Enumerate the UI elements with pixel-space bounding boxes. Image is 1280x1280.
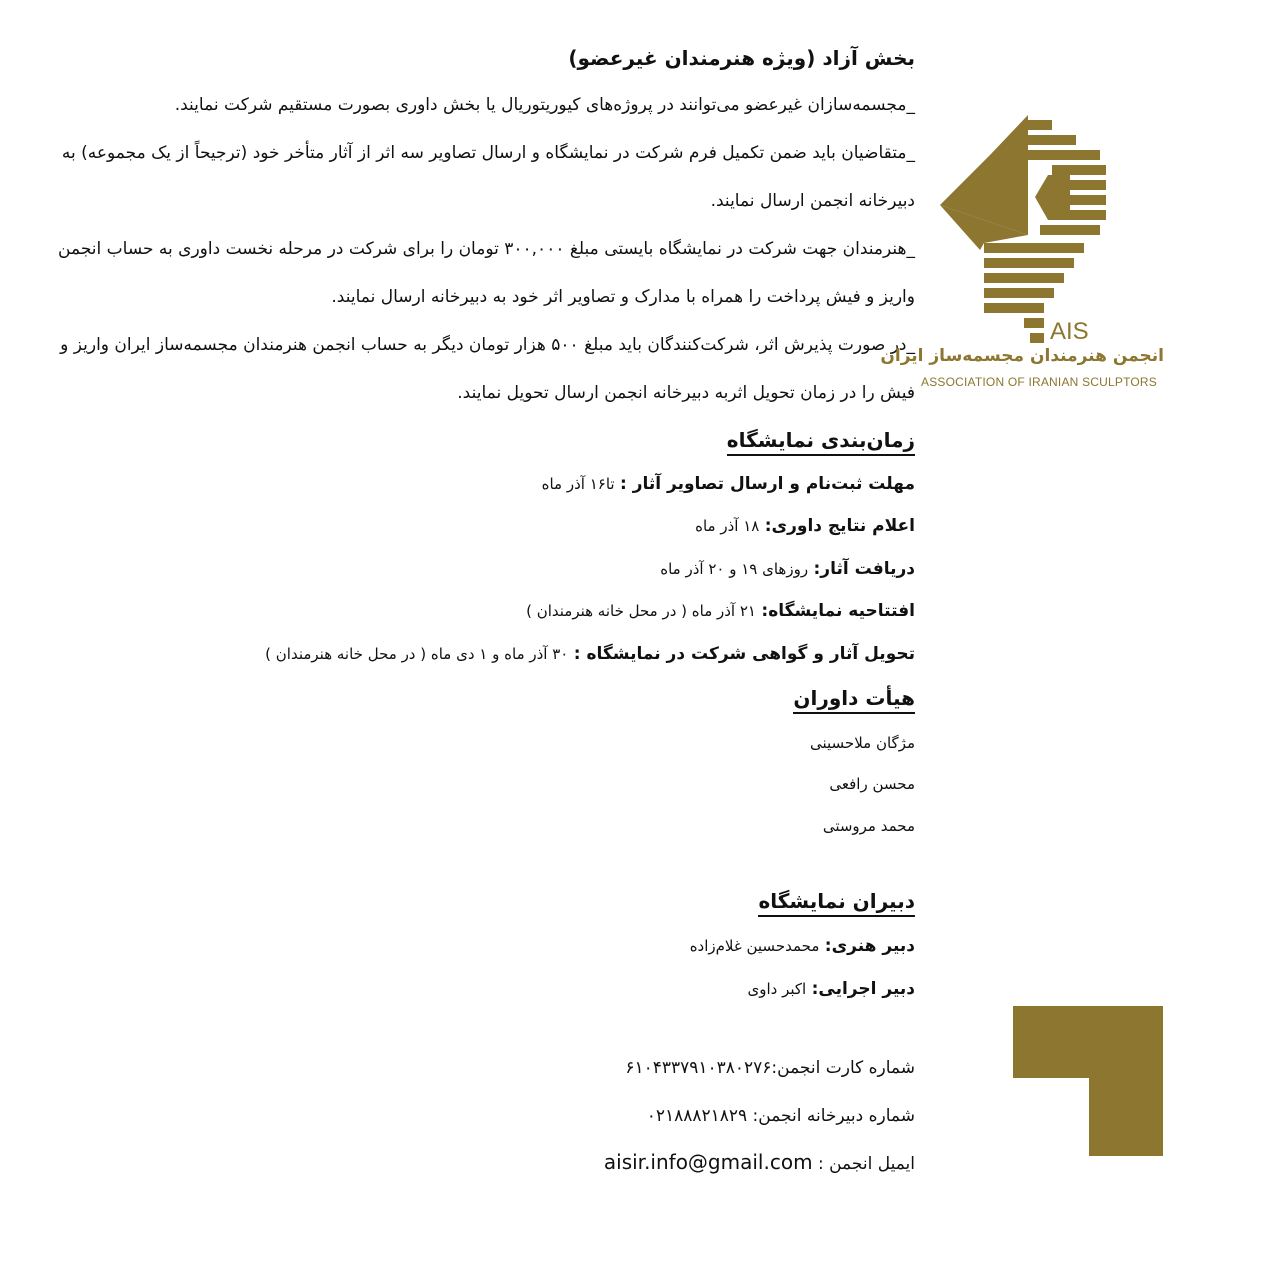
schedule-heading: زمان‌بندی نمایشگاه [727, 428, 915, 456]
card-number-row [625, 1056, 915, 1080]
schedule-item-value: روزهای ۱۹ و ۲۰ آذر ماه [660, 560, 809, 578]
contact-section [10, 0, 915, 1190]
schedule-item-label: اعلام نتایج داوری: [764, 516, 915, 536]
schedule-item-label: مهلت ثبت‌نام و ارسال تصاویر آثار : [620, 474, 915, 494]
secretary-value: اکبر داوی [747, 980, 807, 998]
jury-member: مژگان ملاحسینی [810, 734, 915, 752]
free-section-line: دبیرخانه انجمن ارسال نمایند. [710, 191, 915, 211]
card-number-label: شماره کارت انجمن: [771, 1058, 915, 1078]
schedule-item-label: افتتاحیه نمایشگاه: [761, 601, 915, 621]
phone-row [647, 1104, 915, 1128]
secretaries-heading: دبیران نمایشگاه [758, 889, 915, 917]
schedule-item-value: ۳۰ آذر ماه و ۱ دی ماه ( در محل خانه هنرمندان ) [265, 645, 569, 663]
email-link[interactable]: aisir.info@gmail.com [603, 1150, 813, 1174]
jury-member: محسن رافعی [829, 775, 915, 793]
free-section-line: واریز و فیش پرداخت را همراه با مدارک و تصاویر اثر خود به دبیرخانه ارسال نمایند. [331, 287, 915, 307]
logo-name-en: ASSOCIATION OF IRANIAN SCULPTORS [921, 375, 1157, 389]
schedule-item-label: تحویل آثار و گواهی شرکت در نمایشگاه : [573, 644, 915, 664]
phone-number[interactable]: ۰۲۱۸۸۸۲۱۸۲۹ [646, 1106, 748, 1126]
schedule-item-label: دریافت آثار: [813, 559, 915, 579]
free-section-line: فیش را در زمان تحویل اثربه دبیرخانه انجمن ارسال تحویل نمایند. [457, 383, 915, 403]
free-section-line: _در صورت پذیرش اثر، شرکت‌کنندگان باید مبلغ ۵۰۰ هزار تومان دیگر به حساب انجمن هنرمندان مجسمه‌ساز ایران واریز و [60, 335, 915, 355]
free-section-line: _مجسمه‌سازان غیرعضو می‌توانند در پروژه‌های کیوریتوریال یا بخش داوری بصورت مستقیم شرکت نمایند. [174, 95, 915, 115]
logo-name-fa: انجمن هنرمندان مجسمه‌ساز ایران [880, 346, 1164, 366]
schedule-item-value: ۱۸ آذر ماه [695, 517, 760, 535]
phone-label: شماره دبیرخانه انجمن: [752, 1106, 915, 1126]
card-number[interactable]: ۶۱۰۴۳۳۷۹۱۰۳۸۰۲۷۶ [625, 1058, 772, 1078]
free-section-heading: بخش آزاد (ویژه هنرمندان غیرعضو) [568, 46, 915, 70]
secretary-value: محمدحسین غلام‌زاده [689, 937, 820, 955]
schedule-item-value: ۲۱ آذر ماه ( در محل خانه هنرمندان ) [526, 602, 756, 620]
email-row [604, 1150, 915, 1176]
secretary-label: دبیر اجرایی: [811, 979, 915, 999]
logo-abbr: AIS [1050, 318, 1089, 345]
decorative-corner-shape [1013, 1006, 1163, 1156]
secretary-label: دبیر هنری: [824, 936, 915, 956]
free-section-line: _متقاضیان باید ضمن تکمیل فرم شرکت در نمایشگاه و ارسال تصاویر سه اثر از آثار متأخر خود (ترجیحاً از یک مجموعه) به [61, 143, 915, 163]
free-section-line: _هنرمندان جهت شرکت در نمایشگاه بایستی مبلغ ۳۰۰,۰۰۰ تومان را برای شرکت در مرحله نخست داوری به حساب انجمن [58, 239, 915, 259]
schedule-item-value: تا۱۶ آذر ماه [541, 475, 615, 493]
jury-member: محمد مروستی [822, 817, 915, 835]
jury-heading: هیأت داوران [793, 686, 915, 714]
email-label: ایمیل انجمن : [817, 1154, 915, 1174]
